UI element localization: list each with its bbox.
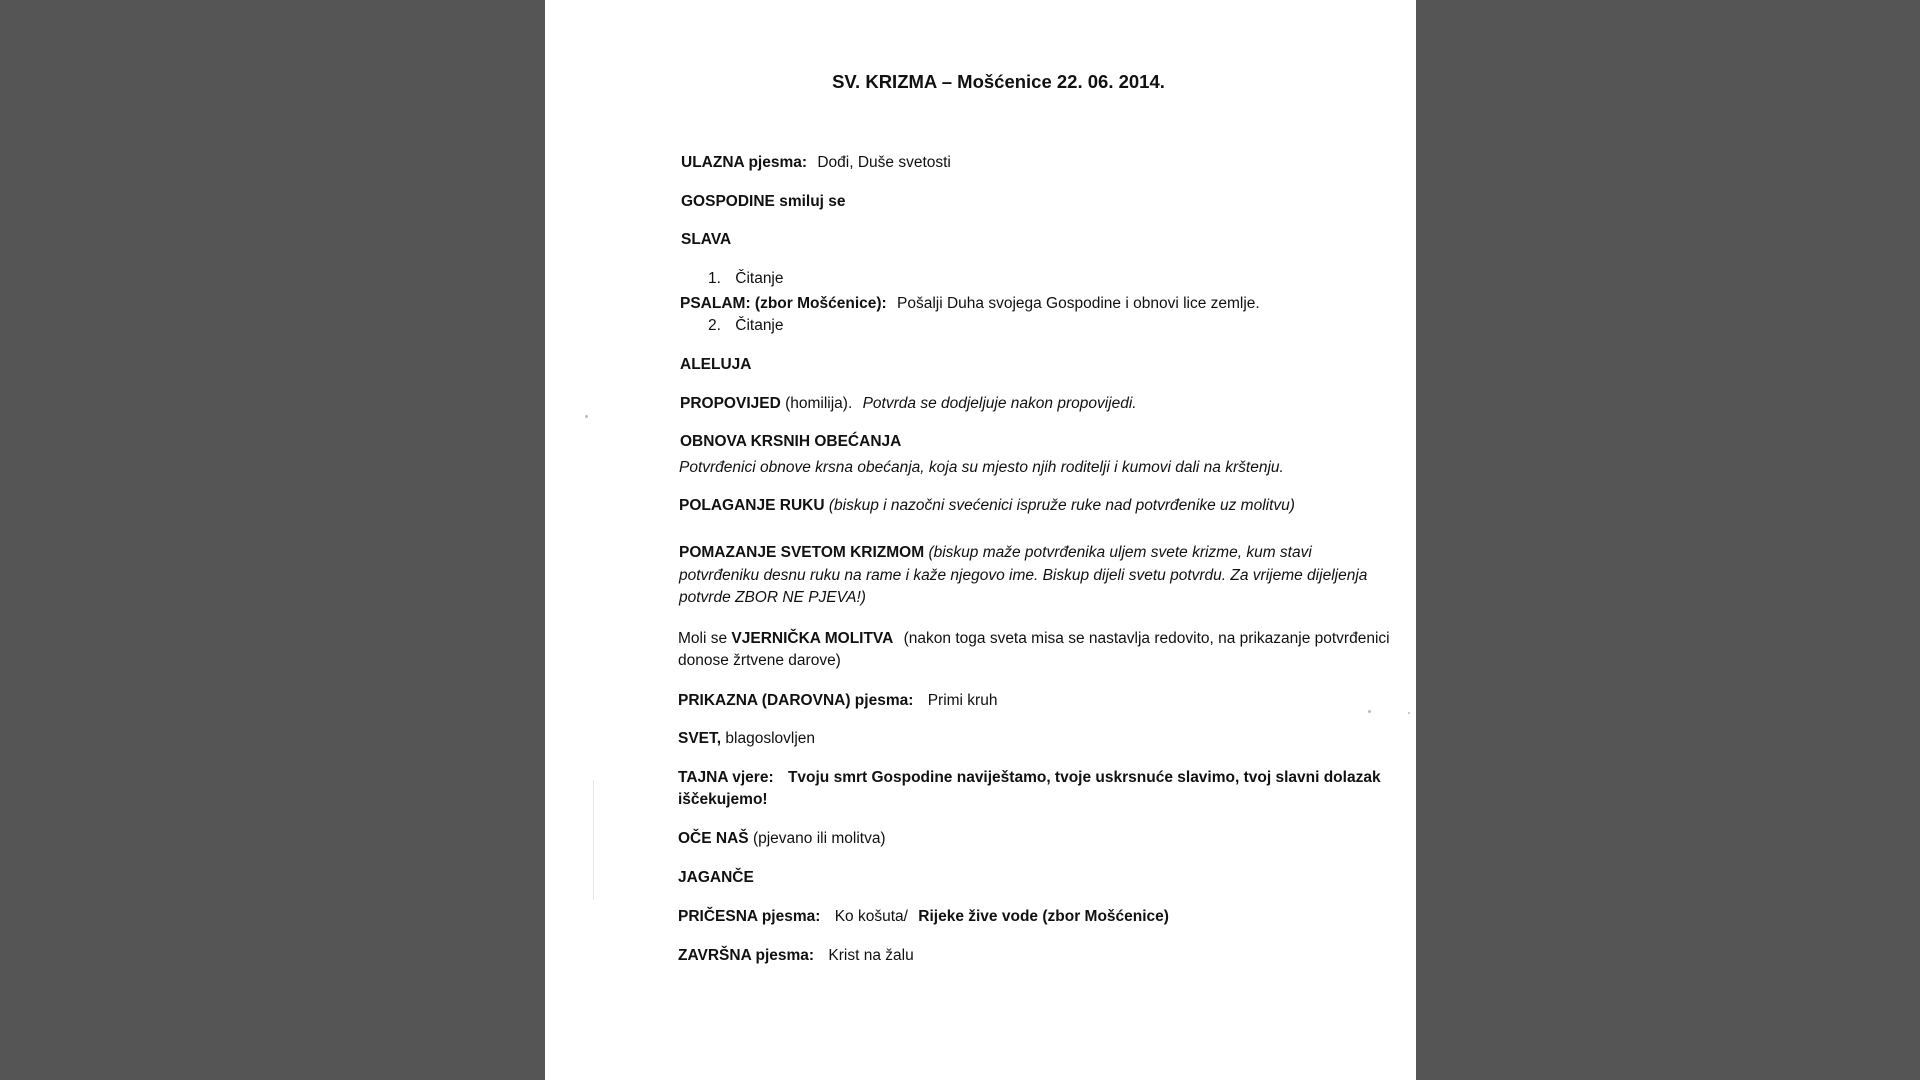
polaganje-line bbox=[679, 496, 1295, 516]
ulazna-line bbox=[681, 153, 951, 173]
propovijed-text: (homilija). bbox=[785, 395, 853, 412]
vjernicka-text-1: (nakon toga sveta misa se nastavlja redovito, na prikazanje potvrđenici bbox=[903, 630, 1390, 647]
svet-label: SVET, bbox=[678, 730, 722, 747]
pomazanje-note-1: (biskup maže potvrđenika uljem svete krizme, kum stavi bbox=[928, 544, 1312, 561]
document-content bbox=[545, 0, 1416, 1080]
zavrsna-text: Krist na žalu bbox=[828, 947, 914, 964]
oce-label: OČE NAŠ bbox=[678, 830, 749, 847]
citanje2-line bbox=[708, 316, 784, 336]
citanje2-text: Čitanje bbox=[735, 317, 784, 334]
oce-line bbox=[678, 829, 886, 849]
gospodine-text: smiluj se bbox=[779, 193, 846, 210]
pricesna-line bbox=[678, 907, 1169, 927]
document-title: SV. KRIZMA – Mošćenice 22. 06. 2014. bbox=[832, 71, 1165, 92]
vjernicka-text-2: donose žrtvene darove) bbox=[678, 652, 841, 669]
ulazna-text: Dođi, Duše svetosti bbox=[817, 154, 951, 171]
citanje1-line bbox=[708, 269, 784, 289]
zavrsna-line bbox=[678, 946, 914, 966]
psalam-choir: (zbor Mošćenice): bbox=[754, 295, 887, 312]
zavrsna-label: ZAVRŠNA pjesma: bbox=[678, 947, 815, 964]
gospodine-line bbox=[681, 192, 846, 212]
obnova-heading: OBNOVA KRSNIH OBEĆANJA bbox=[680, 433, 902, 450]
svet-text: blagoslovljen bbox=[725, 730, 816, 747]
slava-heading: SLAVA bbox=[681, 231, 732, 248]
pomazanje-note-2: potvrđeniku desnu ruku na rame i kaže njegovo ime. Biskup dijeli svetu potvrdu. Za vrijeme dijeljenja bbox=[679, 567, 1368, 584]
polaganje-label: POLAGANJE RUKU bbox=[679, 497, 825, 514]
psalam-label: PSALAM: bbox=[680, 295, 751, 312]
tajna-text-2: iščekujemo! bbox=[678, 791, 768, 808]
pomazanje-note-3: potvrde ZBOR NE PJEVA!) bbox=[679, 589, 866, 606]
svet-line bbox=[678, 729, 815, 749]
scan-artifact bbox=[593, 780, 594, 900]
prikazna-text: Primi kruh bbox=[927, 692, 998, 709]
scan-speck bbox=[585, 415, 588, 418]
pricesna-text-1: Ko košuta/ bbox=[834, 908, 908, 925]
document-page bbox=[545, 0, 1416, 1080]
jagance-heading: JAGANČE bbox=[678, 869, 754, 886]
gospodine-label: GOSPODINE bbox=[681, 193, 775, 210]
vjernicka-pre: Moli se bbox=[678, 630, 728, 647]
pricesna-label: PRIČESNA pjesma: bbox=[678, 908, 821, 925]
propovijed-label: PROPOVIJED bbox=[680, 395, 781, 412]
scan-speck bbox=[1368, 710, 1371, 713]
aleluja-heading: ALELUJA bbox=[680, 356, 752, 373]
pomazanje-label: POMAZANJE SVETOM KRIZMOM bbox=[679, 544, 925, 561]
scan-speck bbox=[1408, 712, 1410, 714]
prikazna-label: PRIKAZNA (DAROVNA) pjesma: bbox=[678, 692, 914, 709]
psalam-text: Pošalji Duha svojega Gospodine i obnovi lice zemlje. bbox=[897, 295, 1260, 312]
tajna-label: TAJNA vjere: bbox=[678, 769, 774, 786]
tajna-line1 bbox=[678, 768, 1381, 788]
citanje2-number: 2. bbox=[708, 317, 721, 334]
vjernicka-label: VJERNIČKA MOLITVA bbox=[731, 630, 894, 647]
propovijed-line bbox=[680, 394, 1137, 414]
tajna-text-1: Tvoju smrt Gospodine naviještamo, tvoje uskrsnuće slavimo, tvoj slavni dolazak bbox=[787, 769, 1381, 786]
prikazna-line bbox=[678, 691, 997, 711]
psalam-line bbox=[680, 294, 1260, 314]
ulazna-label: ULAZNA pjesma: bbox=[681, 154, 808, 171]
vjernicka-line1 bbox=[678, 629, 1390, 649]
propovijed-note: Potvrda se dodjeljuje nakon propovijedi. bbox=[862, 395, 1137, 412]
obnova-note: Potvrđenici obnove krsna obećanja, koja su mjesto njih roditelji i kumovi dali na krštenju. bbox=[679, 459, 1284, 476]
oce-text: (pjevano ili molitva) bbox=[752, 830, 886, 847]
citanje1-number: 1. bbox=[708, 270, 721, 287]
polaganje-note: (biskup i nazočni svećenici ispruže ruke nad potvrđenike uz molitvu) bbox=[828, 497, 1295, 514]
pricesna-text-2: Rijeke žive vode (zbor Mošćenice) bbox=[918, 908, 1169, 925]
citanje1-text: Čitanje bbox=[735, 270, 784, 287]
pomazanje-line1 bbox=[679, 543, 1312, 563]
